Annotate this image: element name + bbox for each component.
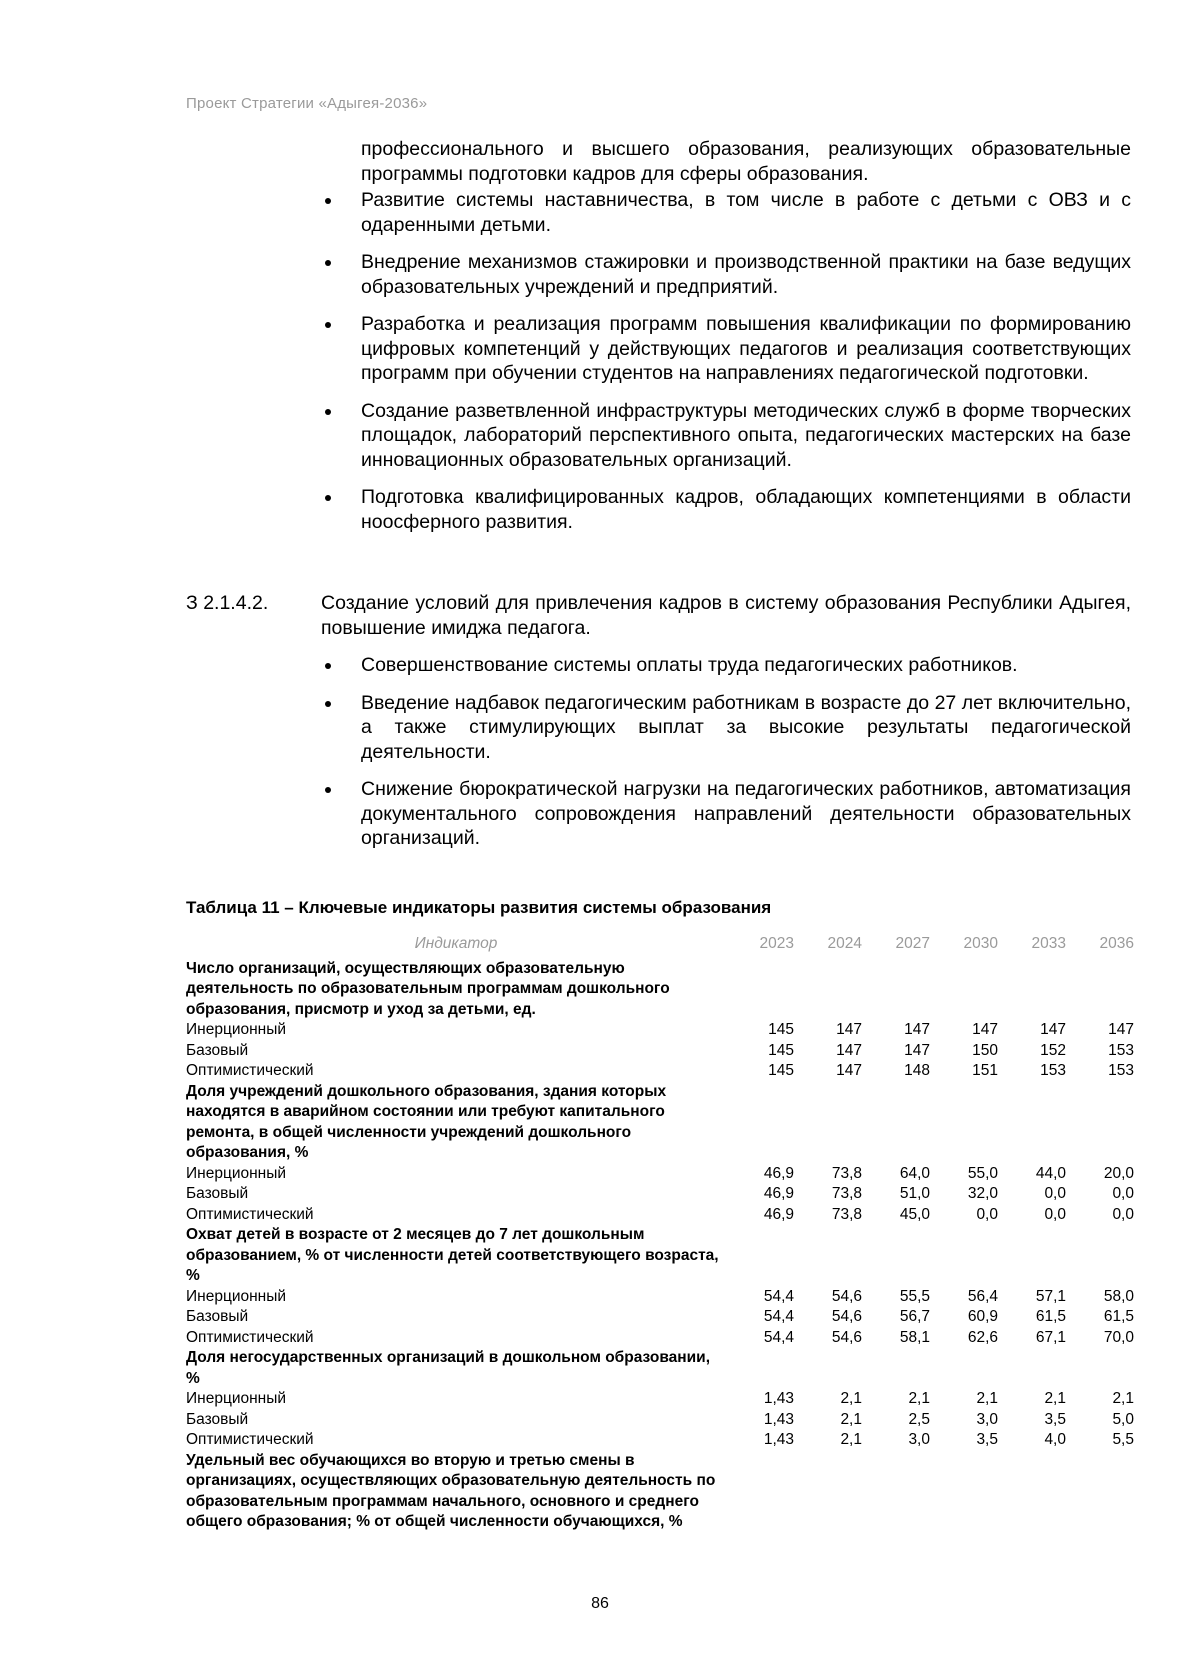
value-cell: 3,5: [1044, 1410, 1066, 1428]
value-cell: 32,0: [967, 1185, 998, 1202]
value-cell: 0,0: [1044, 1205, 1066, 1223]
indicator-title: Охват детей в возрасте от 2 месяцев до 7 лет дошкольным образованием, % от численности детей соответствующего возраста, %: [186, 1226, 719, 1284]
value-cell: 148: [904, 1062, 930, 1079]
value-cell: 4,0: [1044, 1431, 1066, 1448]
section-text: Создание условий для привлечения кадров в систему образования Республики Адыгея, повышение имиджа педагога.: [321, 592, 1131, 639]
value-cell: 54,4: [763, 1328, 794, 1346]
scenario-label: Базовый: [186, 1410, 249, 1428]
value-cell: 54,6: [831, 1328, 862, 1346]
list-item: Разработка и реализация программ повышения квалификации по формированию цифровых компетенций у действующих педагогов и реализация соответствующих программ при обучении студентов на направлениях педагогической подготовки.: [320, 312, 1131, 386]
bullet-icon: [325, 409, 331, 415]
table-row: [186, 1287, 1134, 1308]
value-cell: 55,5: [899, 1287, 930, 1305]
list-item: Развитие системы наставничества, в том числе в работе с детьми с ОВЗ и с одаренными детьми.: [320, 188, 1131, 237]
value-cell: 45,0: [899, 1205, 930, 1223]
value-cell: 152: [1040, 1041, 1066, 1059]
table-header-row: [186, 934, 1134, 959]
scenario-label: Оптимистический: [186, 1205, 314, 1223]
value-cell: 3,0: [908, 1431, 930, 1448]
scenario-label: Инерционный: [186, 1021, 287, 1038]
value-cell: 2,1: [840, 1410, 862, 1428]
value-cell: 56,4: [967, 1287, 998, 1305]
value-cell: 58,1: [899, 1328, 930, 1346]
value-cell: 2,1: [1112, 1390, 1134, 1407]
value-cell: 0,0: [1112, 1185, 1134, 1202]
running-header: Проект Стратегии «Адыгея-2036»: [186, 95, 428, 112]
indicator-title-row: [186, 959, 1134, 1021]
value-cell: 51,0: [899, 1185, 930, 1202]
page-number: 86: [591, 1595, 609, 1612]
value-cell: 73,8: [831, 1205, 862, 1223]
value-cell: 150: [972, 1041, 998, 1059]
value-cell: 58,0: [1103, 1287, 1134, 1305]
value-cell: 70,0: [1103, 1328, 1134, 1346]
value-cell: 147: [1108, 1021, 1134, 1038]
value-cell: 54,6: [831, 1308, 862, 1325]
header-year: 2036: [1099, 935, 1134, 952]
value-cell: 151: [972, 1062, 998, 1079]
list-item: Снижение бюрократической нагрузки на педагогических работников, автоматизация документального сопровождения направлений деятельности образовательных организаций.: [320, 777, 1131, 851]
table-row: [186, 1020, 1134, 1041]
value-cell: 56,7: [899, 1308, 930, 1325]
bullet-list-2: [320, 653, 1131, 864]
value-cell: 54,4: [763, 1287, 794, 1305]
indicator-title: Удельный вес обучающихся во вторую и третью смены в организациях, осуществляющих образовательную деятельность по образовательным программам начального, основного и среднего общего образования; % от общей численности обучающихся, %: [186, 1451, 716, 1530]
value-cell: 0,0: [1112, 1205, 1134, 1223]
value-cell: 153: [1040, 1062, 1066, 1079]
table-row: [186, 1041, 1134, 1062]
value-cell: 147: [836, 1021, 862, 1038]
indicator-title-row: [186, 1225, 1134, 1287]
bullet-icon: [325, 260, 331, 266]
table-row: [186, 1430, 1134, 1451]
table-row: [186, 1184, 1134, 1205]
value-cell: 0,0: [976, 1205, 998, 1223]
list-item: Совершенствование системы оплаты труда педагогических работников.: [320, 653, 1131, 678]
value-cell: 46,9: [763, 1164, 794, 1182]
value-cell: 153: [1108, 1062, 1134, 1079]
value-cell: 0,0: [1044, 1185, 1066, 1202]
value-cell: 60,9: [967, 1308, 998, 1325]
value-cell: 147: [904, 1021, 930, 1038]
header-year: 2023: [759, 935, 794, 952]
bullet-list-1: [320, 188, 1131, 547]
table-row: [186, 1164, 1134, 1185]
scenario-label: Базовый: [186, 1185, 249, 1202]
value-cell: 145: [768, 1021, 794, 1038]
value-cell: 73,8: [831, 1185, 862, 1202]
value-cell: 61,5: [1103, 1308, 1134, 1325]
value-cell: 2,1: [840, 1431, 862, 1448]
indicators-table: [186, 934, 1134, 1533]
scenario-label: Базовый: [186, 1041, 249, 1059]
indicator-title: Доля негосударственных организаций в дошкольном образовании, %: [186, 1349, 710, 1387]
value-cell: 46,9: [763, 1185, 794, 1202]
scenario-label: Инерционный: [186, 1164, 287, 1182]
continuation-paragraph: профессионального и высшего образования, реализующих образовательные программы подготовки кадров для сферы образования.: [361, 138, 1131, 185]
value-cell: 145: [768, 1062, 794, 1079]
value-cell: 2,5: [908, 1410, 930, 1428]
value-cell: 44,0: [1035, 1164, 1066, 1182]
table-row: [186, 1389, 1134, 1410]
bullet-icon: [325, 787, 331, 793]
value-cell: 57,1: [1035, 1287, 1066, 1305]
indicator-title-row: [186, 1348, 1134, 1389]
value-cell: 1,43: [763, 1431, 794, 1448]
value-cell: 67,1: [1035, 1328, 1066, 1346]
value-cell: 55,0: [967, 1164, 998, 1182]
value-cell: 3,0: [976, 1410, 998, 1428]
scenario-label: Инерционный: [186, 1390, 287, 1407]
value-cell: 147: [972, 1021, 998, 1038]
value-cell: 54,6: [831, 1287, 862, 1305]
value-cell: 5,5: [1112, 1431, 1134, 1448]
value-cell: 2,1: [908, 1390, 930, 1407]
header-year: 2030: [963, 935, 998, 952]
indicator-title: Доля учреждений дошкольного образования, здания которых находятся в аварийном состоянии или требуют капитального ремонта, в общей численности учреждений дошкольного образования, %: [186, 1082, 667, 1161]
scenario-label: Базовый: [186, 1308, 249, 1325]
section-heading: [186, 591, 1131, 640]
table-row: [186, 1307, 1134, 1328]
value-cell: 20,0: [1103, 1164, 1134, 1182]
list-item: Введение надбавок педагогическим работникам в возрасте до 27 лет включительно, а также стимулирующих выплат за высокие результаты педагогической деятельности.: [320, 691, 1131, 765]
value-cell: 46,9: [763, 1205, 794, 1223]
value-cell: 147: [1040, 1021, 1066, 1038]
list-item: Внедрение механизмов стажировки и производственной практики на базе ведущих образовательных учреждений и предприятий.: [320, 250, 1131, 299]
table-row: [186, 1410, 1134, 1431]
value-cell: 2,1: [1044, 1390, 1066, 1407]
value-cell: 62,6: [967, 1328, 998, 1346]
table-row: [186, 1205, 1134, 1226]
value-cell: 147: [904, 1041, 930, 1059]
table-title: Таблица 11 – Ключевые индикаторы развития системы образования: [186, 898, 772, 917]
value-cell: 147: [836, 1041, 862, 1059]
bullet-icon: [325, 322, 331, 328]
value-cell: 3,5: [976, 1431, 998, 1448]
value-cell: 153: [1108, 1041, 1134, 1059]
scenario-label: Инерционный: [186, 1287, 287, 1305]
table-row: [186, 1061, 1134, 1082]
scenario-label: Оптимистический: [186, 1431, 314, 1448]
value-cell: 64,0: [899, 1164, 930, 1182]
value-cell: 2,1: [840, 1390, 862, 1407]
section-number: З 2.1.4.2.: [186, 592, 269, 614]
header-indicator: Индикатор: [414, 935, 498, 952]
value-cell: 61,5: [1035, 1308, 1066, 1325]
value-cell: 1,43: [763, 1410, 794, 1428]
value-cell: 54,4: [763, 1308, 794, 1325]
list-item: Создание разветвленной инфраструктуры методических служб в форме творческих площадок, лабораторий перспективного опыта, педагогических мастерских на базе инновационных образовательных организаций.: [320, 399, 1131, 473]
bullet-icon: [325, 198, 331, 204]
value-cell: 5,0: [1112, 1410, 1134, 1428]
scenario-label: Оптимистический: [186, 1062, 314, 1079]
bullet-icon: [325, 701, 331, 707]
value-cell: 73,8: [831, 1164, 862, 1182]
value-cell: 1,43: [763, 1390, 794, 1407]
bullet-icon: [325, 663, 331, 669]
scenario-label: Оптимистический: [186, 1328, 314, 1346]
value-cell: 145: [768, 1041, 794, 1059]
header-year: 2027: [895, 935, 930, 952]
indicator-title-row: [186, 1082, 1134, 1164]
indicator-title: Число организаций, осуществляющих образовательную деятельность по образовательным программам дошкольного образования, присмотр и уход за детьми, ед.: [186, 959, 670, 1018]
bullet-icon: [325, 495, 331, 501]
value-cell: 2,1: [976, 1390, 998, 1407]
value-cell: 147: [836, 1062, 862, 1079]
table-row: [186, 1328, 1134, 1349]
indicator-title-row: [186, 1451, 1134, 1533]
list-item: Подготовка квалифицированных кадров, обладающих компетенциями в области ноосферного развития.: [320, 485, 1131, 534]
header-year: 2033: [1031, 935, 1066, 952]
header-year: 2024: [827, 935, 862, 952]
